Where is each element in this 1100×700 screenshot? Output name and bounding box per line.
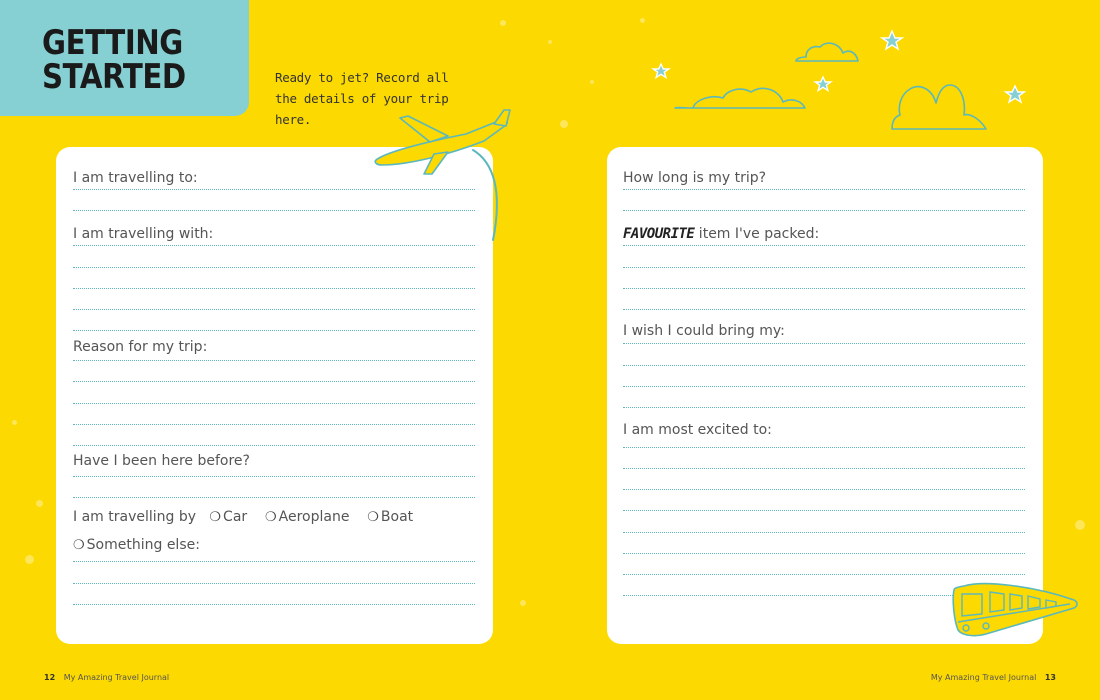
page-number-right: 13 — [1044, 673, 1056, 682]
radio-aeroplane[interactable]: ❍ — [264, 510, 277, 525]
decor-speck — [500, 20, 506, 26]
write-line[interactable] — [73, 309, 475, 310]
prompt-reason: Reason for my trip: — [73, 339, 208, 355]
write-line[interactable] — [623, 365, 1025, 366]
write-line[interactable] — [623, 510, 1025, 511]
cloud-icon — [675, 88, 805, 108]
decor-speck — [36, 500, 43, 507]
favourite-rest: item I've packed: — [694, 226, 820, 242]
write-line[interactable] — [73, 445, 475, 446]
footer-book-title-left: My Amazing Travel Journal — [63, 673, 170, 682]
something-else-row — [73, 537, 200, 554]
star-icon — [815, 77, 831, 91]
page-subtitle: Ready to jet? Record all the details of your trip here. — [275, 70, 449, 127]
page-title — [42, 23, 186, 97]
write-line[interactable] — [623, 407, 1025, 408]
decor-speck — [640, 18, 645, 23]
write-line[interactable] — [623, 468, 1025, 469]
cloud-icon — [892, 85, 986, 129]
prompt-how-long: How long is my trip? — [623, 170, 767, 186]
write-line[interactable] — [73, 403, 475, 404]
transport-row — [73, 509, 413, 526]
page-title-line1: GETTING — [42, 23, 183, 63]
write-line[interactable] — [73, 424, 475, 425]
write-line[interactable] — [623, 309, 1025, 310]
write-line[interactable] — [623, 447, 1025, 448]
footer-left — [38, 673, 169, 682]
write-line[interactable] — [623, 532, 1025, 533]
favourite-handwritten: FAVOURITE — [623, 226, 695, 242]
decor-speck — [520, 600, 526, 606]
page-title-line2: STARTED — [42, 57, 186, 97]
right-journal-card — [607, 147, 1043, 644]
write-line[interactable] — [623, 574, 1025, 575]
star-icon — [1006, 86, 1025, 102]
prompt-travelling-by: I am travelling by — [73, 509, 197, 525]
write-line[interactable] — [73, 604, 475, 605]
decor-speck — [590, 80, 594, 84]
option-aeroplane-label: Aeroplane — [278, 509, 350, 525]
prompt-travelling-to: I am travelling to: — [73, 170, 198, 186]
write-line[interactable] — [623, 343, 1025, 344]
title-panel — [0, 0, 249, 116]
write-line[interactable] — [73, 561, 475, 562]
write-line[interactable] — [73, 360, 475, 361]
radio-boat[interactable]: ❍ — [367, 510, 379, 525]
decor-speck — [12, 420, 17, 425]
decor-speck — [25, 555, 34, 564]
decor-speck — [1075, 520, 1085, 530]
star-icon — [882, 31, 902, 49]
write-line[interactable] — [623, 489, 1025, 490]
option-boat-label: Boat — [380, 509, 414, 525]
write-line[interactable] — [623, 386, 1025, 387]
write-line[interactable] — [623, 288, 1025, 289]
write-line[interactable] — [623, 210, 1025, 211]
write-line[interactable] — [623, 553, 1025, 554]
prompt-wish-bring: I wish I could bring my: — [623, 323, 785, 339]
radio-something-else[interactable]: ❍ — [73, 538, 85, 553]
write-line[interactable] — [623, 189, 1025, 190]
page-number-left: 12 — [44, 673, 56, 682]
prompt-something-else: Something else: — [86, 537, 200, 553]
footer-right — [931, 673, 1062, 682]
star-icon — [653, 64, 669, 78]
write-line[interactable] — [623, 267, 1025, 268]
write-line[interactable] — [73, 381, 475, 382]
write-line[interactable] — [73, 267, 475, 268]
write-line[interactable] — [73, 476, 475, 477]
clouds-and-stars — [670, 28, 1030, 138]
radio-car[interactable]: ❍ — [209, 510, 222, 525]
train-icon — [950, 578, 1080, 640]
decor-speck — [560, 120, 568, 128]
decor-speck — [548, 40, 552, 44]
prompt-most-excited: I am most excited to: — [623, 422, 772, 438]
prompt-been-before: Have I been here before? — [73, 453, 250, 469]
prompt-favourite — [623, 226, 819, 242]
cloud-icon — [796, 43, 858, 61]
write-line[interactable] — [73, 288, 475, 289]
write-line[interactable] — [623, 245, 1025, 246]
write-line[interactable] — [73, 497, 475, 498]
option-car-label: Car — [223, 509, 248, 525]
airplane-icon — [368, 106, 528, 246]
write-line[interactable] — [73, 330, 475, 331]
footer-book-title-right: My Amazing Travel Journal — [930, 673, 1037, 682]
write-line[interactable] — [73, 583, 475, 584]
prompt-travelling-with: I am travelling with: — [73, 226, 214, 242]
